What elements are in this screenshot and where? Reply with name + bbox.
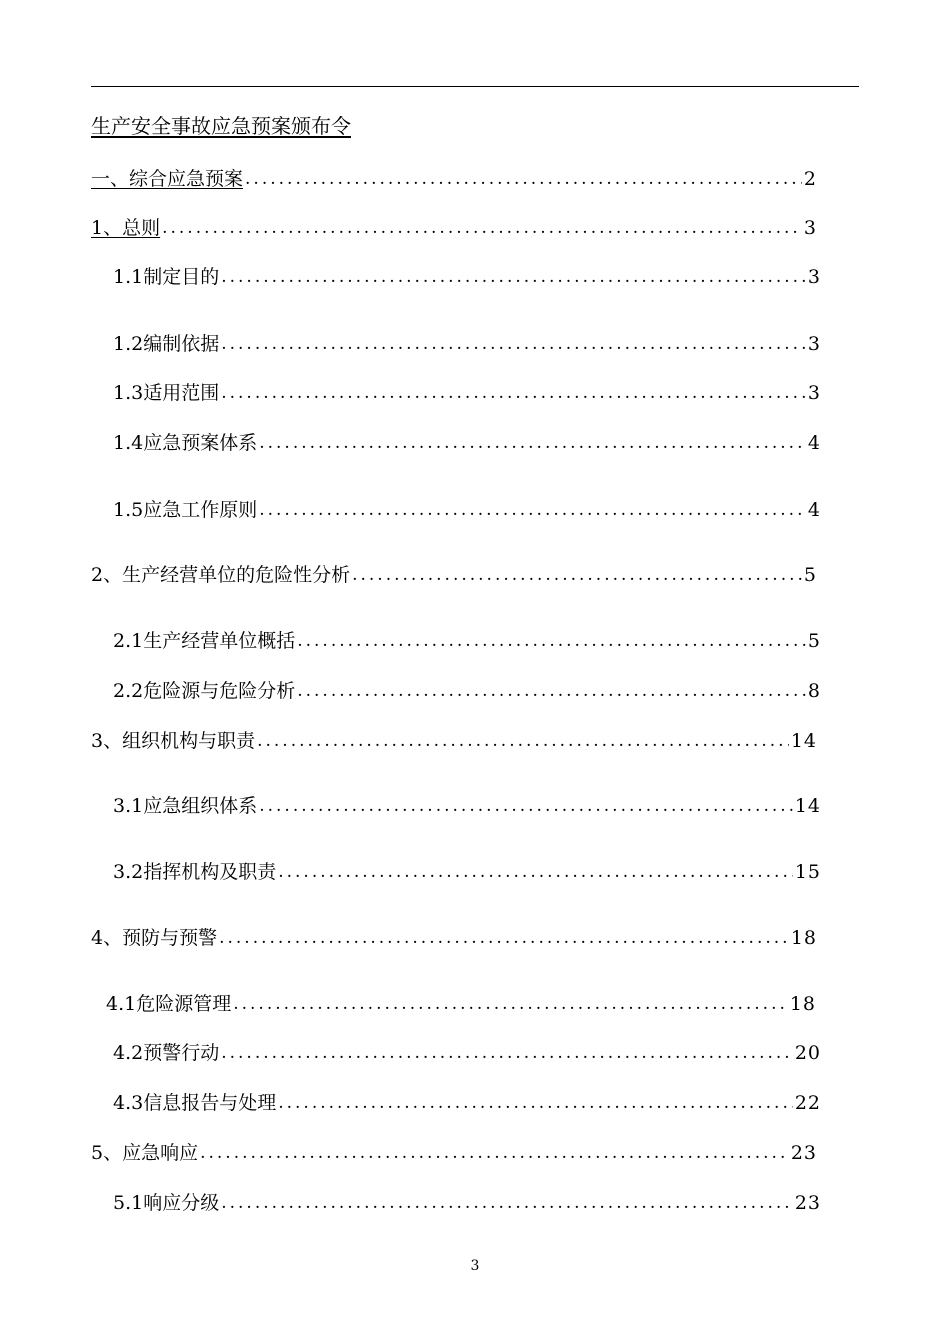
toc-leader-dots [200, 1142, 789, 1164]
toc-leader-dots [259, 795, 793, 817]
toc-entry-text: 4.2预警行动 [113, 1042, 220, 1064]
toc-entry-text: 4、预防与预警 [91, 927, 218, 949]
toc-leader-dots [221, 1192, 793, 1214]
toc-entry-text: 1.5应急工作原则 [113, 499, 258, 521]
toc-leader-dots [278, 861, 793, 883]
toc-entry[interactable] [91, 1134, 817, 1164]
toc-leader-dots [233, 993, 788, 1015]
toc-leader-dots [162, 217, 802, 239]
toc-leader-dots [221, 1042, 793, 1064]
toc-entry[interactable] [91, 556, 817, 586]
toc-entry-text: 4.3信息报告与处理 [113, 1092, 277, 1114]
toc-entry-page: 14 [790, 730, 817, 752]
toc-leader-dots [352, 564, 802, 586]
toc-entry-page: 22 [794, 1092, 821, 1114]
toc-entry[interactable] [113, 325, 821, 355]
toc-entry[interactable] [113, 374, 821, 404]
toc-leader-dots [219, 927, 789, 949]
toc-entry-page: 15 [794, 861, 821, 883]
toc-leader-dots [259, 432, 806, 454]
toc-leader-dots [221, 333, 806, 355]
toc-entry-text: 2.1生产经营单位概括 [113, 630, 296, 652]
toc-leader-dots [297, 680, 806, 702]
toc-entry[interactable] [113, 1084, 821, 1114]
toc-entry-page: 8 [807, 680, 821, 702]
toc-entry-text: 5、应急响应 [91, 1142, 199, 1164]
toc-entry[interactable] [91, 919, 817, 949]
toc-entry[interactable] [113, 672, 821, 702]
toc-entry-text: 3、组织机构与职责 [91, 730, 256, 752]
toc-leader-dots [221, 266, 806, 288]
toc-entry[interactable] [113, 787, 821, 817]
toc-leader-dots [245, 168, 802, 190]
toc-entry-page: 5 [807, 630, 821, 652]
toc-entry-text: 1.2编制依据 [113, 333, 220, 355]
toc-entry[interactable] [91, 160, 817, 190]
toc-entry[interactable] [113, 258, 821, 288]
toc-entry[interactable] [113, 1184, 821, 1214]
toc-entry-text: 2.2危险源与危险分析 [113, 680, 296, 702]
toc-leader-dots [259, 499, 806, 521]
toc-entry-text: 1.1制定目的 [113, 266, 220, 288]
toc-entry-page: 14 [794, 795, 821, 817]
toc-leader-dots [257, 730, 789, 752]
header-rule [91, 86, 859, 87]
toc-entry-page: 20 [794, 1042, 821, 1064]
toc-entry-text: 5.1响应分级 [113, 1192, 220, 1214]
toc-entry[interactable] [113, 491, 821, 521]
toc-entry-page: 3 [807, 382, 821, 404]
toc-entry[interactable] [91, 209, 817, 239]
toc-leader-dots [297, 630, 806, 652]
toc-entry-text: 1.3适用范围 [113, 382, 220, 404]
toc-entry-text: 3.1应急组织体系 [113, 795, 258, 817]
toc-entry[interactable] [113, 622, 821, 652]
toc-entry-text: 3.2指挥机构及职责 [113, 861, 277, 883]
toc-leader-dots [278, 1092, 793, 1114]
toc-entry-page: 4 [807, 499, 821, 521]
toc-entry-page: 18 [789, 993, 816, 1015]
toc-entry[interactable] [91, 722, 817, 752]
toc-entry-page: 18 [790, 927, 817, 949]
toc-leader-dots [221, 382, 806, 404]
toc-entry-text: 2、生产经营单位的危险性分析 [91, 564, 351, 586]
toc-entry-text: 一、综合应急预案 [91, 168, 244, 190]
toc-entry-page: 4 [807, 432, 821, 454]
toc-entry-page: 3 [807, 266, 821, 288]
toc-entry-page: 23 [794, 1192, 821, 1214]
page-number: 3 [470, 1258, 480, 1274]
document-title: 生产安全事故应急预案颁布令 [91, 114, 351, 138]
toc-entry[interactable] [106, 985, 816, 1015]
toc-entry[interactable] [113, 424, 821, 454]
toc-entry-page: 2 [803, 168, 817, 190]
toc-entry-page: 3 [807, 333, 821, 355]
toc-entry-text: 1.4应急预案体系 [113, 432, 258, 454]
toc-entry-page: 5 [803, 564, 817, 586]
toc-entry-page: 3 [803, 217, 817, 239]
toc-entry[interactable] [113, 1034, 821, 1064]
toc-entry-text: 1、总则 [91, 217, 161, 239]
toc-entry[interactable] [113, 853, 821, 883]
toc-entry-text: 4.1危险源管理 [106, 993, 232, 1015]
toc-entry-page: 23 [790, 1142, 817, 1164]
